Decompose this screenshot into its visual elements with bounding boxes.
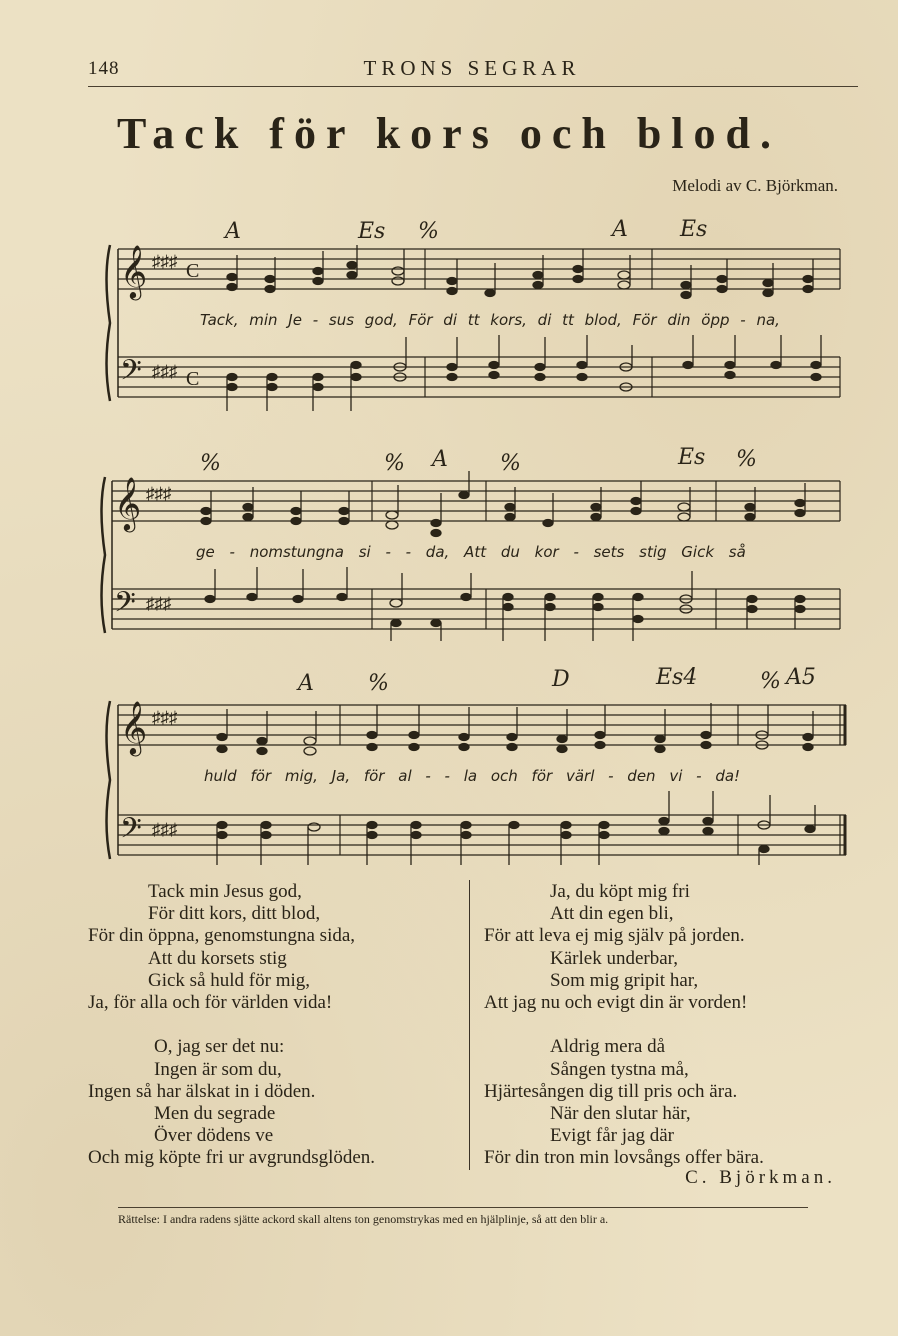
page-number: 148 — [88, 58, 120, 79]
chord-symbol: % — [200, 451, 221, 476]
svg-text:♯♯♯: ♯♯♯ — [152, 252, 178, 271]
music-system-1 — [0, 215, 898, 425]
svg-text:𝄢: 𝄢 — [120, 354, 142, 394]
melody-credit: Melodi av C. Björkman. — [672, 176, 838, 195]
svg-text:C: C — [186, 368, 200, 390]
header-rule — [88, 86, 858, 87]
verse-line: Över dödens ve — [154, 1125, 274, 1147]
chord-symbol: A — [298, 671, 314, 696]
author-signature: C. Björkman. — [685, 1167, 836, 1188]
page-header — [88, 56, 856, 86]
chord-symbol: Es — [358, 219, 386, 244]
verse-line: O, jag ser det nu: — [154, 1036, 285, 1058]
verse-line — [484, 1014, 764, 1036]
hymn-title: Tack för kors och blod. — [117, 109, 781, 158]
verse-line: Sången tystna må, — [550, 1058, 689, 1080]
chord-symbol: % — [418, 219, 439, 244]
svg-text:♯♯♯: ♯♯♯ — [152, 362, 178, 381]
verse-line: För ditt kors, ditt blod, — [148, 903, 321, 925]
chord-symbol: % — [736, 447, 757, 472]
footnote-rule — [118, 1207, 808, 1208]
chord-symbol: % — [760, 669, 781, 694]
music-system-2 — [0, 445, 898, 660]
svg-text:C: C — [186, 260, 200, 282]
verse-line: Ingen är som du, — [154, 1058, 282, 1080]
footnote: Rättelse: I andra radens sjätte ackord skall altens ton genomstrykas med en hjälplinje, så att den blir a. — [118, 1212, 609, 1226]
verse-line: För din tron min lovsångs offer bära. — [484, 1147, 764, 1169]
verse-line: Aldrig mera då — [550, 1036, 666, 1058]
svg-text:♯♯♯: ♯♯♯ — [152, 820, 178, 839]
verse-line: Ingen så har älskat in i döden. — [88, 1080, 316, 1102]
verse-line: Kärlek underbar, — [550, 947, 678, 969]
verse-line: Men du segrade — [154, 1102, 276, 1124]
chord-symbol: % — [500, 451, 521, 476]
verse-line: Att din egen bli, — [550, 903, 674, 925]
verse-line: Att jag nu och evigt din är vorden! — [484, 991, 748, 1013]
chord-symbol: Es — [678, 445, 706, 470]
verse-line: Gick så huld för mig, — [148, 969, 311, 991]
verse-line: Som mig gripit har, — [550, 969, 699, 991]
svg-text:♯♯♯: ♯♯♯ — [146, 594, 172, 613]
chord-symbol: Es — [680, 217, 708, 242]
verse-line: För att leva ej mig själv på jorden. — [484, 925, 745, 947]
chord-symbol: A5 — [786, 665, 816, 690]
lyric-line: ge - nomstungna si - - da, Att du kor - sets stig Gick så — [196, 543, 746, 561]
chord-symbol: A — [432, 447, 448, 472]
verse-line: Och mig köpte fri ur avgrundsglöden. — [88, 1147, 376, 1169]
svg-text:𝄞: 𝄞 — [120, 700, 148, 754]
chord-symbol: A — [225, 219, 241, 244]
verse-column-right — [484, 881, 764, 1169]
verse-line: Ja, för alla och för världen vida! — [88, 991, 333, 1013]
svg-text:♯♯♯: ♯♯♯ — [152, 708, 178, 727]
svg-text:𝄢: 𝄢 — [114, 586, 136, 626]
music-system-3 — [0, 665, 898, 875]
verse-line: Att du korsets stig — [148, 947, 287, 969]
chord-symbol: D — [552, 667, 570, 692]
lyric-line: Tack, min Je - sus god, För di tt kors, di tt blod, För din öpp - na, — [200, 311, 780, 329]
svg-text:𝄞: 𝄞 — [114, 476, 142, 530]
verse-line: För din öppna, genomstungna sida, — [88, 925, 356, 947]
running-head: TRONS SEGRAR — [363, 56, 581, 80]
verse-column-left — [88, 881, 375, 1169]
svg-text:𝄞: 𝄞 — [120, 244, 148, 298]
svg-text:♯♯♯: ♯♯♯ — [146, 484, 172, 503]
chord-symbol: Es4 — [656, 665, 698, 690]
chord-symbol: % — [384, 451, 405, 476]
verse-line: När den slutar här, — [550, 1102, 691, 1124]
verse-line: Tack min Jesus god, — [148, 881, 302, 902]
lyric-line: huld för mig, Ja, för al - - la och för värl - den vi - da! — [204, 767, 741, 785]
column-divider — [469, 880, 470, 1170]
chord-symbol: % — [368, 671, 389, 696]
verse-line — [88, 1014, 375, 1036]
verse-line: Hjärtesången dig till pris och ära. — [484, 1080, 738, 1102]
svg-text:𝄢: 𝄢 — [120, 812, 142, 852]
verse-line: Ja, du köpt mig fri — [550, 881, 690, 902]
chord-symbol: A — [612, 217, 628, 242]
verse-line: Evigt får jag där — [550, 1125, 674, 1147]
